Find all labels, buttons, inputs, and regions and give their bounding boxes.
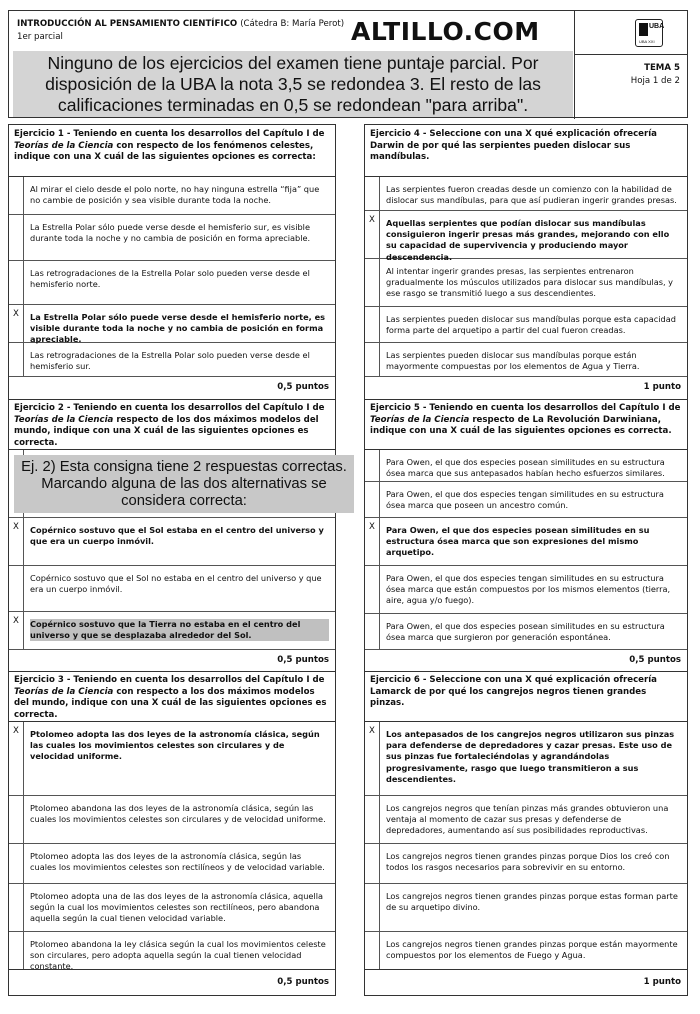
option-row[interactable] (365, 177, 687, 211)
answer-mark (9, 932, 24, 970)
exercise-1-title: Ejercicio 1 - Teniendo en cuenta los desarrollos del Capítulo I de Teorías de la Ciencia con respecto de los fenómenos celestes, indique con una X cuál de las siguientes opciones es correcta: (14, 129, 325, 163)
answer-mark (9, 177, 24, 214)
option-text: Los cangrejos negros tienen grandes pinzas porque Dios los creó con todos los rasgos necesarios para sobrevivir en su entorno. (386, 851, 670, 873)
answer-mark (9, 566, 24, 611)
page-count: Hoja 1 de 2 (630, 76, 680, 86)
answer-mark: X (365, 211, 380, 258)
exercise-5 (365, 399, 687, 671)
option-row[interactable] (365, 450, 687, 482)
option-row[interactable] (9, 518, 335, 566)
option-row[interactable] (365, 259, 687, 307)
option-text: Los cangrejos negros tienen grandes pinzas porque están mayormente compuestos por los elementos de Fuego y Agua. (386, 939, 678, 961)
answer-mark (365, 844, 380, 883)
answer-mark: X (9, 612, 24, 649)
exercise-1 (9, 125, 335, 399)
answer-mark (365, 614, 380, 649)
option-text: Copérnico sostuvo que el Sol no estaba en el centro del universo y que era un cuerpo inmóvil. (30, 573, 322, 595)
answer-mark (365, 796, 380, 843)
option-text: Ptolomeo adopta las dos leyes de la astronomía clásica, según las cuales los movimientos celestes son circulares y de velocidad uniforme. (30, 729, 320, 762)
answer-mark (365, 259, 380, 306)
option-text: Los cangrejos negros que tenían pinzas más grandes obtuvieron una ventaja al momento de cazar sus presas y defenderse de depredadores, aumentando así sus posibilidades reproductivas. (386, 803, 669, 836)
option-text: Los cangrejos negros tienen grandes pinzas porque estas forman parte de su arquetipo divino. (386, 891, 678, 913)
exercise-1-options (9, 176, 335, 376)
exercise-2-note: Ej. 2) Esta consigna tiene 2 respuestas correctas. Marcando alguna de las dos alternativas se considera correcta: (14, 455, 354, 513)
exercise-5-title: Ejercicio 5 - Teniendo en cuenta los desarrollos del Capítulo I de Teorías de la Ciencia respecto de La Revolución Darwiniana, indique con una X cuál de las siguientes opciones es correcta. (370, 403, 681, 437)
exercise-3-points: 0,5 puntos (277, 977, 329, 987)
answer-mark (9, 844, 24, 883)
option-row[interactable] (9, 261, 335, 305)
option-row[interactable] (365, 343, 687, 377)
option-row[interactable] (9, 343, 335, 377)
option-row[interactable] (9, 215, 335, 261)
exercise-4 (365, 125, 687, 399)
option-text: Ptolomeo adopta una de las dos leyes de la astronomía clásica, aquella según la cual los movimientos celestes son rectilíneos, pero abandona aquella según la cual tienen velocidad variable. (30, 891, 324, 924)
option-text: Copérnico sostuvo que la Tierra no estaba en el centro del universo y que se desplazaba alrededor del Sol. (30, 619, 329, 641)
answer-mark: X (365, 518, 380, 565)
option-row[interactable] (365, 518, 687, 566)
answer-mark (365, 177, 380, 210)
option-row[interactable] (365, 844, 687, 884)
exercise-2-points: 0,5 puntos (277, 655, 329, 665)
left-column (8, 124, 347, 996)
option-text: Las serpientes fueron creadas desde un comienzo con la habilidad de dislocar sus mandíbulas, para que así pudieran ingerir grandes presas. (386, 184, 677, 206)
answer-mark: X (365, 722, 380, 795)
option-text: Ptolomeo abandona las dos leyes de la astronomía clásica, según las cuales los movimientos celestes son circulares y de velocidad uniforme. (30, 803, 326, 825)
option-text: Al intentar ingerir grandes presas, las serpientes entrenaron gradualmente los músculos utilizados para dislocar sus mandíbulas, y ese rasgo se transmitió luego a sus descendientes. (386, 266, 674, 299)
course-title: INTRODUCCIÓN AL PENSAMIENTO CIENTÍFICO (Cátedra B: María Perot) (17, 19, 345, 29)
option-text: Para Owen, el que dos especies tengan similitudes en su estructura ósea marca que poseen un ancestro común. (386, 489, 664, 511)
option-row[interactable] (365, 211, 687, 262)
exam-header (8, 10, 688, 118)
chair-label: (Cátedra B: María Perot) (240, 19, 345, 29)
option-text: Para Owen, el que dos especies posean similitudes en su estructura ósea marca que sus antepasados habían hecho esfuerzos similares. (386, 457, 665, 479)
divider (9, 969, 335, 970)
exercise-5-points: 0,5 puntos (629, 655, 681, 665)
option-text: Para Owen, el que dos especies tengan similitudes en su estructura ósea marca que están compuestos por los mismos elementos (tierra, aire, agua y/o fuego). (386, 573, 671, 606)
option-text: La Estrella Polar sólo puede verse desde el hemisferio sur, es visible durante toda la noche y no cambia de posición en forma apreciable. (30, 222, 311, 244)
exercise-3 (9, 671, 335, 997)
option-text: Ptolomeo adopta las dos leyes de la astronomía clásica, según las cuales los movimientos celestes son rectilíneos y de velocidad variable. (30, 851, 325, 873)
tema-label: TEMA 5 (644, 63, 680, 73)
option-row[interactable] (9, 612, 335, 650)
answer-mark (9, 343, 24, 376)
answer-mark (365, 343, 380, 376)
option-text: Para Owen, el que dos especies posean similitudes en su estructura ósea marca que surgieron por generación espontánea. (386, 621, 665, 643)
header-right (575, 11, 688, 119)
option-text: Aquellas serpientes que podían dislocar sus mandíbulas consiguieron ingerir presas más grandes, mejorando con ello su capacidad de supervivencia y produciendo mayor descendencia. (386, 218, 670, 262)
option-row[interactable] (365, 932, 687, 970)
option-row[interactable] (365, 722, 687, 796)
exercise-4-title: Ejercicio 4 - Seleccione con una X qué explicación ofrecería Darwin de por qué las serpientes pueden dislocar sus mandíbulas. (370, 129, 657, 163)
option-text: Las serpientes pueden dislocar sus mandíbulas porque esta capacidad forma parte del arquetipo a partir del cual fueron creadas. (386, 314, 676, 336)
exercise-6-points: 1 punto (643, 977, 681, 987)
option-text: Para Owen, el que dos especies posean similitudes en su estructura ósea marca que son expresiones del mismo arquetipo. (386, 525, 650, 558)
answer-mark: X (9, 518, 24, 565)
uba-logo-icon: UBA UBA XXI (635, 19, 663, 47)
answer-mark (365, 566, 380, 613)
answer-mark (365, 884, 380, 931)
option-text: Los antepasados de los cangrejos negros utilizaron sus pinzas para defenderse de depredadores y cazar presas. Este uso de sus pinzas fue fortaleciéndolas y agrandándolas progresivamente, rasgo que luego transmitieron a sus descendientes. (386, 729, 675, 784)
exercise-6-title: Ejercicio 6 - Seleccione con una X qué explicación ofrecería Lamarck de por qué los cangrejos negros tienen grandes pinzas. (370, 675, 657, 709)
option-row[interactable] (9, 844, 335, 884)
answer-mark (365, 932, 380, 970)
exercise-6 (365, 671, 687, 997)
option-row[interactable] (365, 482, 687, 518)
option-text: Las retrogradaciones de la Estrella Polar solo pueden verse desde el hemisferio norte. (30, 268, 310, 290)
answer-mark (365, 482, 380, 517)
brand-watermark: ALTILLO.COM (351, 17, 540, 46)
option-row[interactable] (9, 566, 335, 612)
partial-label: 1er parcial (17, 32, 63, 42)
option-row[interactable] (9, 884, 335, 932)
option-text: La Estrella Polar sólo puede verse desde el hemisferio norte, es visible durante toda la noche y no cambia de posición en forma apreciable. (30, 312, 326, 345)
option-text: Las retrogradaciones de la Estrella Polar solo pueden verse desde el hemisferio sur. (30, 350, 310, 372)
option-row[interactable] (365, 566, 687, 614)
exercise-4-options (365, 176, 687, 376)
exercise-1-points: 0,5 puntos (277, 382, 329, 392)
exercise-2 (9, 399, 347, 671)
option-row[interactable] (365, 796, 687, 844)
exercise-5-options (365, 449, 687, 649)
option-text: Ptolomeo abandona la ley clásica según la cual los movimientos celeste son circulares, pero adopta aquella según la cual tienen velocidad constante. (30, 939, 326, 972)
exercise-3-options (9, 721, 335, 972)
answer-mark (9, 884, 24, 931)
answer-mark (365, 450, 380, 481)
option-text: Copérnico sostuvo que el Sol estaba en el centro del universo y que era un cuerpo inmóvil. (30, 525, 324, 547)
header-left (9, 11, 575, 119)
right-column (364, 124, 688, 996)
option-row[interactable] (9, 177, 335, 215)
option-row[interactable] (9, 932, 335, 970)
option-row[interactable] (365, 614, 687, 650)
grading-notice: Ninguno de los ejercicios del examen tiene puntaje parcial. Por disposición de la UBA la nota 3,5 se redondea 3. El resto de las calificaciones terminadas en 0,5 se redondean "para arriba". (13, 51, 573, 117)
option-row[interactable] (9, 305, 335, 343)
answer-mark: X (9, 722, 24, 795)
answer-mark (9, 796, 24, 843)
exercise-2-title: Ejercicio 2 - Teniendo en cuenta los desarrollos del Capítulo I de Teorías de la Ciencia respecto de los dos máximos modelos del mundo, indique con una X cuál de las siguientes opciones es correcta. (14, 403, 325, 448)
divider (365, 969, 687, 970)
option-row[interactable] (9, 796, 335, 844)
answer-mark (9, 215, 24, 260)
answer-mark (365, 307, 380, 342)
logo-cell (575, 11, 688, 55)
option-text: Las serpientes pueden dislocar sus mandíbulas porque están mayormente compuestas por los elementos de Agua y Tierra. (386, 350, 640, 372)
option-text: Al mirar el cielo desde el polo norte, no hay ninguna estrella “fija” que no cambie de posición y sea visible durante toda la noche. (30, 184, 320, 206)
exercise-4-points: 1 punto (643, 382, 681, 392)
exercise-3-title: Ejercicio 3 - Teniendo en cuenta los desarrollos del Capítulo I de Teorías de la Ciencia con respecto a los dos máximos modelos del mundo, indique con una X cuál de las siguientes opciones es correcta. (14, 675, 327, 720)
option-row[interactable] (365, 884, 687, 932)
option-row[interactable] (9, 722, 335, 796)
option-row[interactable] (365, 307, 687, 343)
answer-mark (9, 261, 24, 304)
answer-mark: X (9, 305, 24, 342)
exercise-6-options (365, 721, 687, 969)
